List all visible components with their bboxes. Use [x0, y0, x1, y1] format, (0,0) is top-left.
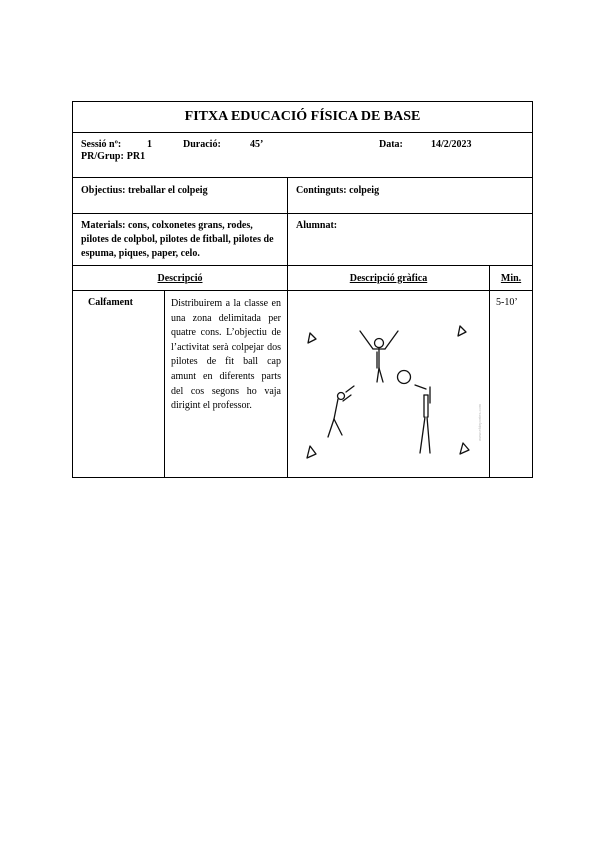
activity-minutes: 5-10’ — [490, 291, 533, 478]
sheet-title: FITXA EDUCACIÓ FÍSICA DE BASE — [73, 102, 533, 133]
activity-illustration — [288, 291, 489, 471]
lesson-sheet — [72, 101, 532, 478]
minutes-header: Min. — [490, 266, 533, 291]
session-value: 1 — [147, 139, 152, 150]
session-label: Sessió nº: — [81, 139, 122, 150]
date-label: Data: — [379, 139, 403, 150]
contents-value: colpeig — [349, 185, 380, 196]
session-info — [73, 133, 533, 178]
watermark-text: www.efdeportes.com — [477, 403, 482, 441]
duration-label: Duració: — [183, 139, 221, 150]
group-label: PR/Grup: — [81, 151, 124, 162]
activity-row — [73, 291, 533, 478]
cone-icon — [458, 326, 466, 336]
group-value: PR1 — [126, 151, 146, 162]
date-value: 14/2/2023 — [431, 139, 472, 150]
activity-description-cell — [165, 291, 288, 478]
objectives-cell — [73, 178, 288, 214]
lesson-table — [72, 101, 533, 478]
activity-illustration-cell — [288, 291, 490, 478]
students-label: Alumnat: — [296, 220, 338, 231]
ball-icon — [398, 371, 411, 384]
stick-figure-icon — [415, 385, 430, 453]
cone-icon — [307, 446, 316, 458]
contents-label: Continguts: — [296, 185, 347, 196]
activity-description: Distribuirem a la classe en una zona delimitada per quatre cons. L’objectiu de l’activitat serà colpejar dos pilotes de fit ball cap amunt en diferents parts del cos segons ho vaja dirigint el professor. — [171, 298, 281, 412]
materials-label: Materials: — [81, 220, 126, 231]
duration-value: 45’ — [250, 139, 264, 150]
cone-icon — [460, 443, 469, 454]
objectives-value: treballar el colpeig — [127, 185, 208, 196]
stick-figure-icon — [328, 386, 354, 437]
stick-figure-icon — [360, 331, 398, 382]
materials-cell — [73, 214, 288, 266]
cone-icon — [308, 333, 316, 343]
contents-cell — [288, 178, 533, 214]
activity-phase: Calfament — [73, 291, 165, 478]
graphic-header: Descripció gràfica — [288, 266, 490, 291]
materials-value: cons, colxonetes grans, rodes, pilotes de colpbol, pilotes de fitball, pilotes de espuma, piques, paper, celo. — [81, 220, 274, 259]
students-cell — [288, 214, 533, 266]
description-header: Descripció — [73, 266, 288, 291]
objectives-label: Objectius: — [81, 185, 126, 196]
